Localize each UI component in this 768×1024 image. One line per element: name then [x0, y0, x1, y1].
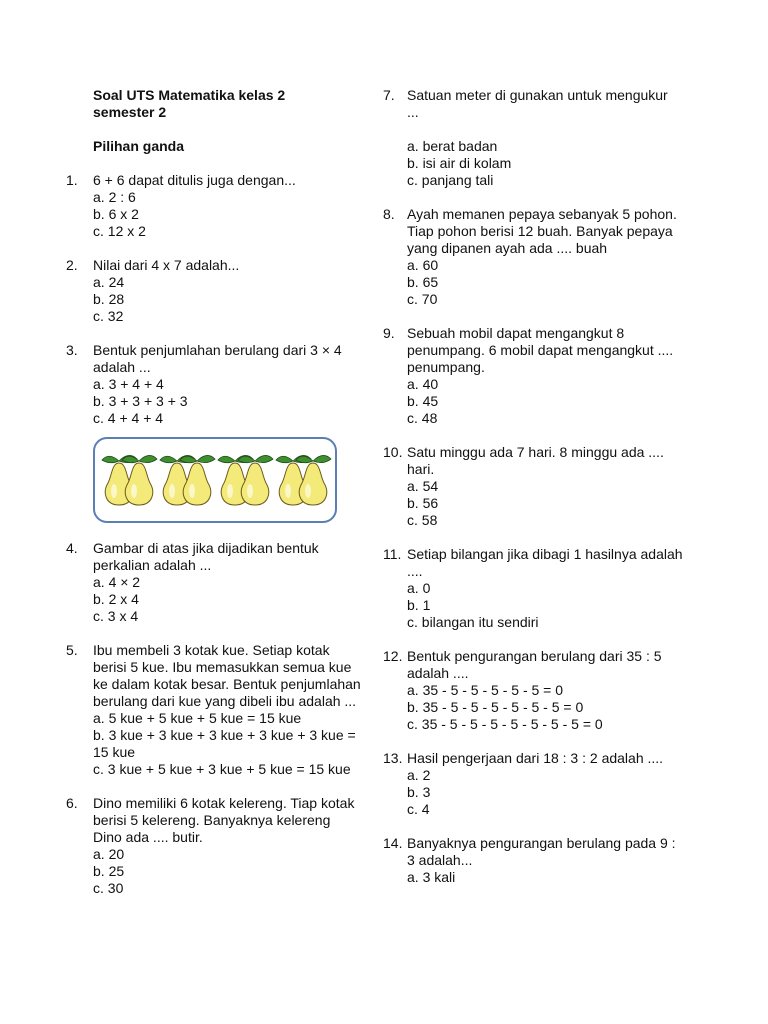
options [407, 376, 683, 427]
question-4: 4. Gambar di atas jika dijadikan bentuk perkalian adalah ... a. 4 × 2 b. 2 x 4 c. 3 x 4 [66, 540, 362, 625]
option-a: a. 20 [93, 846, 125, 862]
option-a: a. berat badan [407, 138, 498, 154]
option-b: b. 56 [407, 495, 439, 511]
question-6: 6. Dino memiliki 6 kotak kelereng. Tiap kotak berisi 5 kelereng. Banyaknya kelereng Dino ada .... butir. a. 20 b. 25 c. 30 [66, 795, 362, 897]
option-a: a. 5 kue + 5 kue + 5 kue = 15 kue [93, 710, 302, 726]
options [93, 274, 362, 325]
options [407, 478, 683, 529]
question-8: 8. Ayah memanen pepaya sebanyak 5 pohon. Tiap pohon berisi 12 buah. Banyak pepaya yang dipanen ayah ada .... buah a. 60 b. 65 c. 70 [383, 206, 683, 308]
option-a: a. 3 + 4 + 4 [93, 376, 164, 392]
option-c: c. 58 [407, 512, 438, 528]
options [407, 869, 683, 886]
pear-group [160, 455, 215, 505]
option-b: b. 35 - 5 - 5 - 5 - 5 - 5 - 5 = 0 [407, 699, 584, 715]
pear-group-icon [95, 439, 335, 521]
option-a: a. 0 [407, 580, 431, 596]
option-c: c. bilangan itu sendiri [407, 614, 539, 630]
option-a: a. 2 [407, 767, 431, 783]
option-a: a. 40 [407, 376, 439, 392]
question-3: 3. Bentuk penjumlahan berulang dari 3 × 4 adalah ... a. 3 + 4 + 4 b. 3 + 3 + 3 + 3 c. 4 + 4 + 4 [66, 342, 362, 427]
pear-picture [93, 437, 337, 523]
option-c: c. 3 x 4 [93, 608, 139, 624]
question-14: 14. Banyaknya pengurangan berulang pada 9 : 3 adalah... a. 3 kali [383, 835, 683, 886]
option-b: b. 1 [407, 597, 431, 613]
options [93, 710, 362, 778]
question-5: 5. Ibu membeli 3 kotak kue. Setiap kotak berisi 5 kue. Ibu memasukkan semua kue ke dalam kotak besar. Bentuk penjumlahan berulang dari kue yang dibeli ibu adalah ... a. 5 kue + 5 kue + 5 kue = 15 kue b. 3 kue + 3 kue + 3 kue + 3 kue + 3 kue = 15 kue c. 3 kue + 5 kue + 3 kue + 5 kue = 15 kue [66, 642, 361, 777]
option-c: c. 30 [93, 880, 124, 896]
option-b: b. 3 [407, 784, 431, 800]
option-c: c. 4 [407, 801, 430, 817]
question-9: 9. Sebuah mobil dapat mengangkut 8 penumpang. 6 mobil dapat mengangkut .... penumpang. a. 40 b. 45 c. 48 [383, 325, 683, 427]
option-c: c. 3 kue + 5 kue + 3 kue + 5 kue = 15 kue [93, 761, 351, 777]
option-a: a. 35 - 5 - 5 - 5 - 5 - 5 = 0 [407, 682, 564, 698]
question-10: 10. Satu minggu ada 7 hari. 8 minggu ada .... hari. a. 54 b. 56 c. 58 [383, 444, 683, 529]
option-a: a. 60 [407, 257, 439, 273]
option-a: a. 3 kali [407, 869, 456, 885]
option-b: b. 25 [93, 863, 125, 879]
option-c: c. 35 - 5 - 5 - 5 - 5 - 5 - 5 - 5 = 0 [407, 716, 603, 732]
option-c: c. 70 [407, 291, 438, 307]
option-a: a. 2 : 6 [93, 189, 136, 205]
option-c: c. 4 + 4 + 4 [93, 410, 164, 426]
option-a: a. 24 [93, 274, 125, 290]
options [407, 580, 683, 631]
left-column [66, 87, 362, 897]
question-1: 1. 6 + 6 dapat ditulis juga dengan... a. 2 : 6 b. 6 x 2 c. 12 x 2 [66, 172, 362, 240]
option-a: a. 4 × 2 [93, 574, 141, 590]
pear-group [102, 455, 157, 505]
pear-group [218, 455, 273, 505]
question-7: 7. Satuan meter di gunakan untuk mengukur ... a. berat badan b. isi air di kolam c. panjang tali [383, 87, 683, 189]
question-11: 11. Setiap bilangan jika dibagi 1 hasilnya adalah .... a. 0 b. 1 c. bilangan itu sendiri [383, 546, 683, 630]
page-title: Soal UTS Matematika kelas 2 semester 2 [93, 87, 286, 120]
question-2: 2. Nilai dari 4 x 7 adalah... a. 24 b. 28 c. 32 [66, 257, 362, 325]
options [407, 257, 683, 308]
option-a: a. 54 [407, 478, 439, 494]
option-b: b. isi air di kolam [407, 155, 512, 171]
option-b: b. 45 [407, 393, 439, 409]
option-b: b. 2 x 4 [93, 591, 139, 607]
option-c: c. 48 [407, 410, 438, 426]
right-column [383, 87, 683, 886]
option-b: b. 65 [407, 274, 439, 290]
options [93, 574, 362, 625]
option-b: b. 3 + 3 + 3 + 3 [93, 393, 188, 409]
options [93, 189, 362, 240]
option-c: c. 12 x 2 [93, 223, 146, 239]
options [407, 138, 683, 189]
options [93, 846, 362, 897]
options [407, 767, 683, 818]
question-13: 13. Hasil pengerjaan dari 18 : 3 : 2 adalah .... a. 2 b. 3 c. 4 [383, 750, 683, 818]
option-b: b. 6 x 2 [93, 206, 139, 222]
options [93, 376, 362, 427]
option-b: b. 28 [93, 291, 125, 307]
option-c: c. panjang tali [407, 172, 494, 188]
option-b: b. 3 kue + 3 kue + 3 kue + 3 kue + 3 kue = 15 kue [93, 727, 356, 760]
question-12: 12. Bentuk pengurangan berulang dari 35 : 5 adalah .... a. 35 - 5 - 5 - 5 - 5 - 5 = 0 b. 35 - 5 - 5 - 5 - 5 - 5 - 5 = 0 c. 35 - 5 - 5 - 5 - 5 - 5 - 5 - 5 = 0 [383, 648, 683, 733]
section-heading: Pilihan ganda [93, 138, 185, 154]
pear-group [276, 455, 331, 505]
option-c: c. 32 [93, 308, 124, 324]
options [407, 682, 683, 733]
